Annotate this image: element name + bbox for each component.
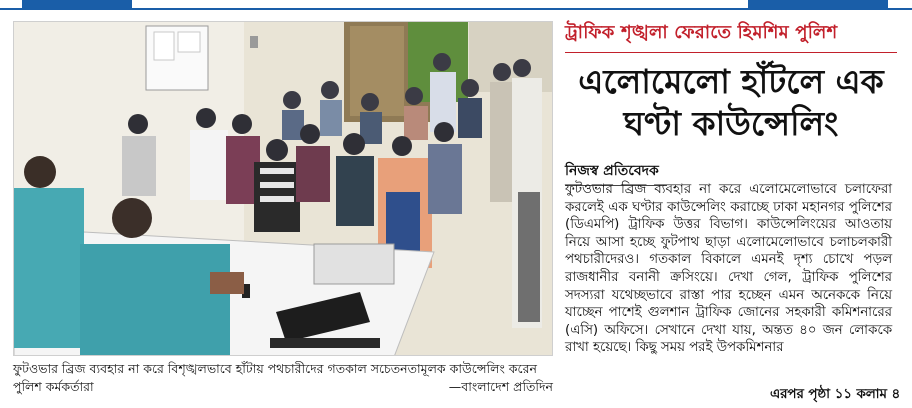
news-photo (13, 21, 553, 356)
article-header (565, 18, 897, 181)
article-byline: নিজস্ব প্রতিবেদক (565, 159, 667, 186)
news-photo-image (14, 22, 553, 356)
photo-caption-text: ফুটওভার ব্রিজ ব্যবহার না করে বিশৃঙ্খলভাবে হাঁটায় পথচারীদের গতকাল সচেতনতামূলক কাউন্সেলিং করেন পুলিশ কর্মকর্তারা (13, 361, 537, 394)
article-body: ফুটওভার ব্রিজ ব্যবহার না করে এলোমেলোভাবে চলাফেরা করলেই এক ঘণ্টার কাউন্সেলিং করাচ্ছে ঢাকা মহানগর পুলিশের (ডিএমপি) ট্রাফিক উত্তর বিভাগ। কাউন্সেলিংয়ের আওতায় নিয়ে আসা হচ্ছে ফুটপাথ ছাড়া এলোমেলোভাবে চলাচলকারী পথচারীদেরও। গতকাল বিকালে এমনই দৃশ্য চোখে পড়ল রাজধানীর বনানী ক্রসিংয়ে। দেখা গেল, ট্রাফিক পুলিশের সদস্যরা যথেচ্ছভাবে রাস্তা পার হচ্ছেন এমন অনেককে নিয়ে যাচ্ছেন পাশেই গুলশান ট্রাফিক জোনের সহকারী কমিশনারের (এসি) অফিসে। সেখানে দেখা যায়, অন্তত ৪০ জন লোককে রাখা হয়েছে। কিছু সময় পরই উপকমিশনার (565, 182, 892, 356)
masthead-strip (0, 0, 912, 10)
article-kicker: ট্রাফিক শৃঙ্খলা ফেরাতে হিমশিম পুলিশ (565, 18, 897, 53)
article-headline: এলোমেলো হাঁটলে এক ঘণ্টা কাউন্সেলিং (578, 62, 884, 143)
masthead-band-right (748, 0, 888, 8)
masthead-band-left (22, 0, 132, 8)
byline-row (565, 159, 897, 181)
photo-caption (13, 360, 553, 396)
photo-credit: —বাংলাদেশ প্রতিদিন (448, 379, 553, 394)
article-continuation[interactable]: এরপর পৃষ্ঠা ১১ কলাম ৪ (770, 387, 901, 402)
